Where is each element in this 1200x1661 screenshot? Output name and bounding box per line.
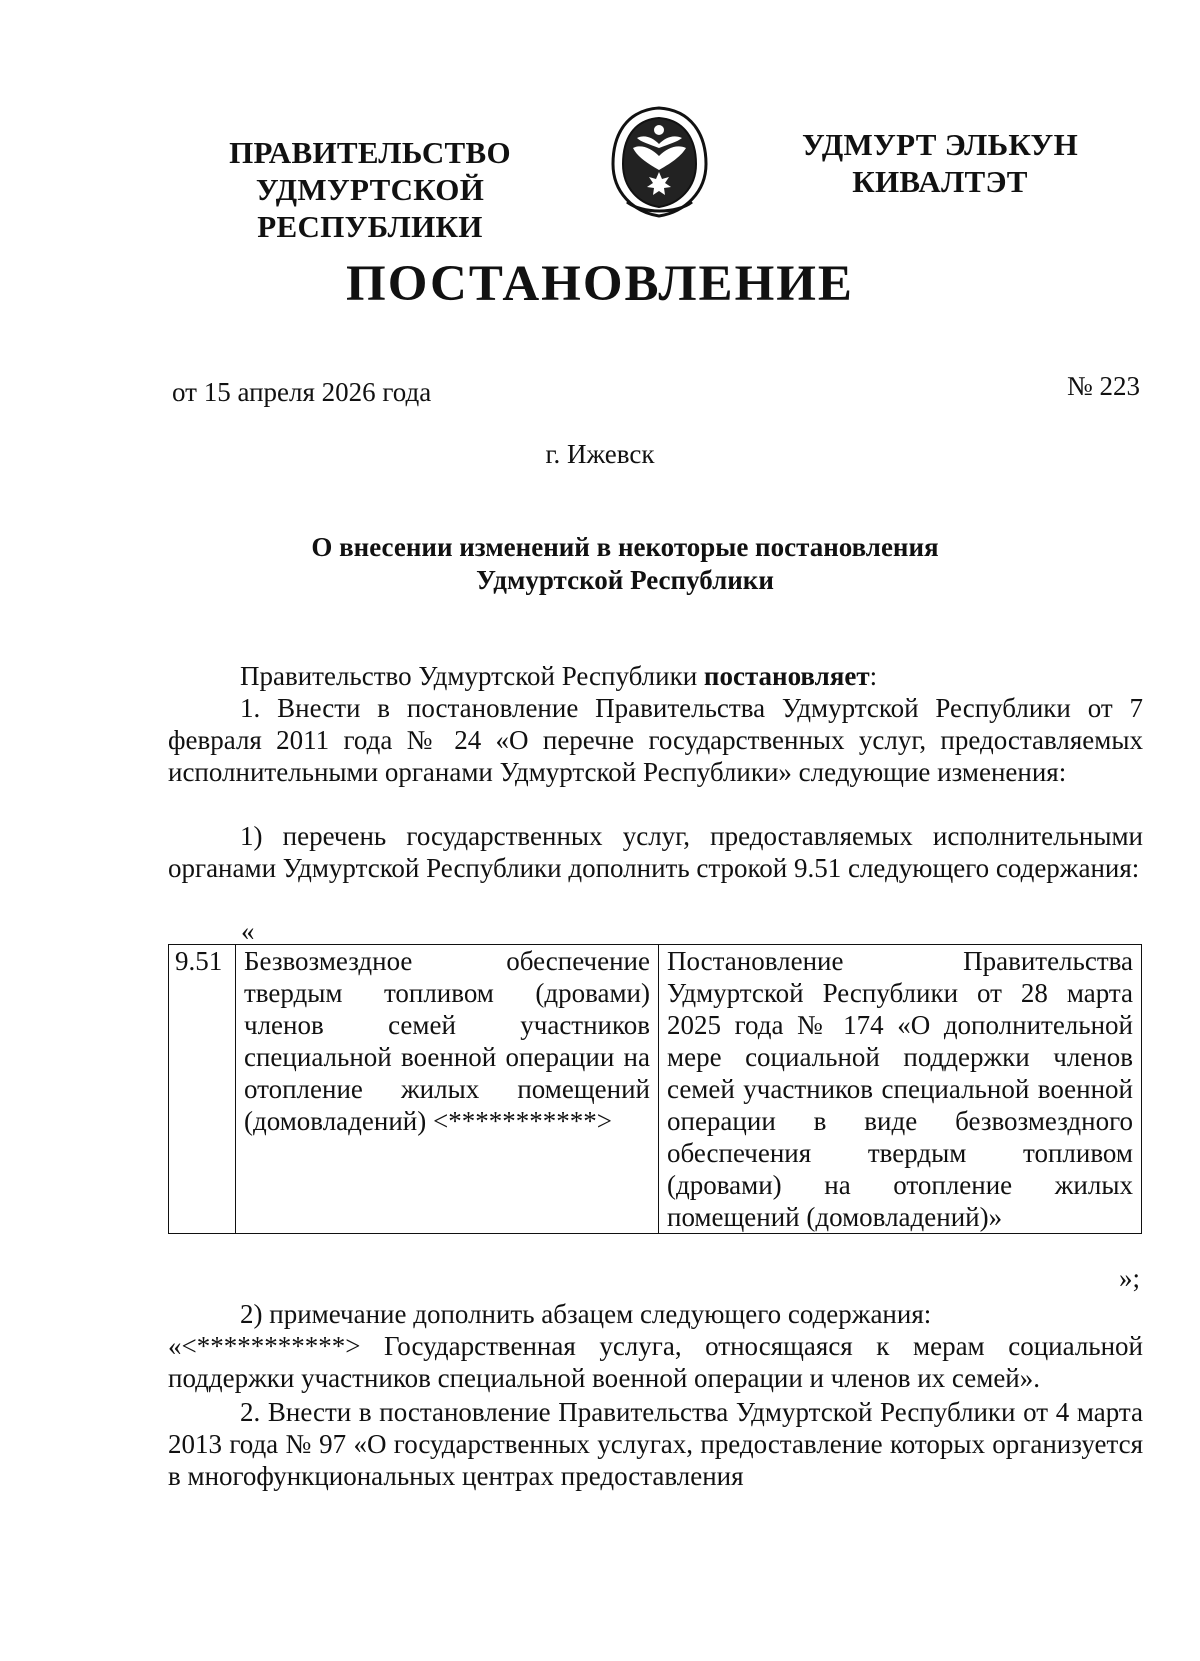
udmurt-coat-of-arms-icon — [607, 104, 712, 219]
document-date: от 15 апреля 2026 года — [172, 377, 432, 407]
paragraph-1-2-quote: «<***********> Государственная услуга, относящаяся к мерам социальной поддержки участников специальной военной операции и членов их семей». — [168, 1331, 1143, 1393]
amendment-table — [168, 944, 1142, 1234]
intro-suffix: : — [869, 661, 878, 691]
paragraph-1: 1. Внести в постановление Правительства Удмуртской Республики от 7 февраля 2011 года № 24 «О перечне государственных услуг, предоставляемых исполнительными органами Удмуртской Республики» следующие изменения: — [168, 693, 1143, 787]
table-cell-number: 9.51 — [169, 945, 236, 1234]
document-title-line1: О внесении изменений в некоторые постановления — [311, 532, 939, 562]
quote-open: « — [241, 916, 255, 946]
document-title-line2: Удмуртской Республики — [476, 565, 774, 595]
intro-prefix: Правительство Удмуртской Республики — [240, 661, 704, 691]
header-right-line1: УДМУРТ ЭЛЬКУН — [802, 127, 1078, 162]
document-title — [200, 531, 1050, 597]
header-left — [145, 134, 595, 245]
table-cell-basis: Постановление Правительства Удмуртской Республики от 28 марта 2025 года № 174 «О дополнительной мере социальной поддержки членов семей участников специальной военной операции в виде безвозмездного обеспечения твердым топливом (дровами) на отопление жилых помещений (домовладений)» — [659, 945, 1142, 1234]
paragraph-1-2-lead: 2) примечание дополнить абзацем следующего содержания: — [240, 1299, 932, 1329]
table-row — [169, 945, 1142, 1234]
intro-paragraph — [168, 660, 1143, 692]
intro-verb: постановляет — [703, 661, 870, 691]
table-cell-service: Безвозмездное обеспечение твердым топливом (дровами) членов семей участников специальной военной операции на отопление жилых помещений (домовладений) <***********> — [236, 945, 659, 1234]
paragraph-2: 2. Внести в постановление Правительства Удмуртской Республики от 4 марта 2013 года № 97 «О государственных услугах, предоставление которых организуется в многофункциональных центрах предоставления — [168, 1397, 1143, 1491]
document-city: г. Ижевск — [545, 439, 655, 469]
document-number: № 223 — [1066, 371, 1140, 401]
emblem-graphic — [607, 104, 712, 219]
quote-close: »; — [1118, 1263, 1140, 1293]
paragraph-1-1: 1) перечень государственных услуг, предоставляемых исполнительными органами Удмуртской Республики дополнить строкой 9.51 следующего содержания: — [168, 821, 1143, 883]
document-type: ПОСТАНОВЛЕНИЕ — [346, 256, 854, 312]
header-left-line1: ПРАВИТЕЛЬСТВО — [229, 135, 511, 170]
header-right-line2: КИВАЛТЭТ — [852, 164, 1028, 199]
header-right — [790, 126, 1090, 200]
paragraph-1-2 — [168, 1298, 1143, 1394]
header-left-line2: УДМУРТСКОЙ РЕСПУБЛИКИ — [255, 172, 485, 244]
